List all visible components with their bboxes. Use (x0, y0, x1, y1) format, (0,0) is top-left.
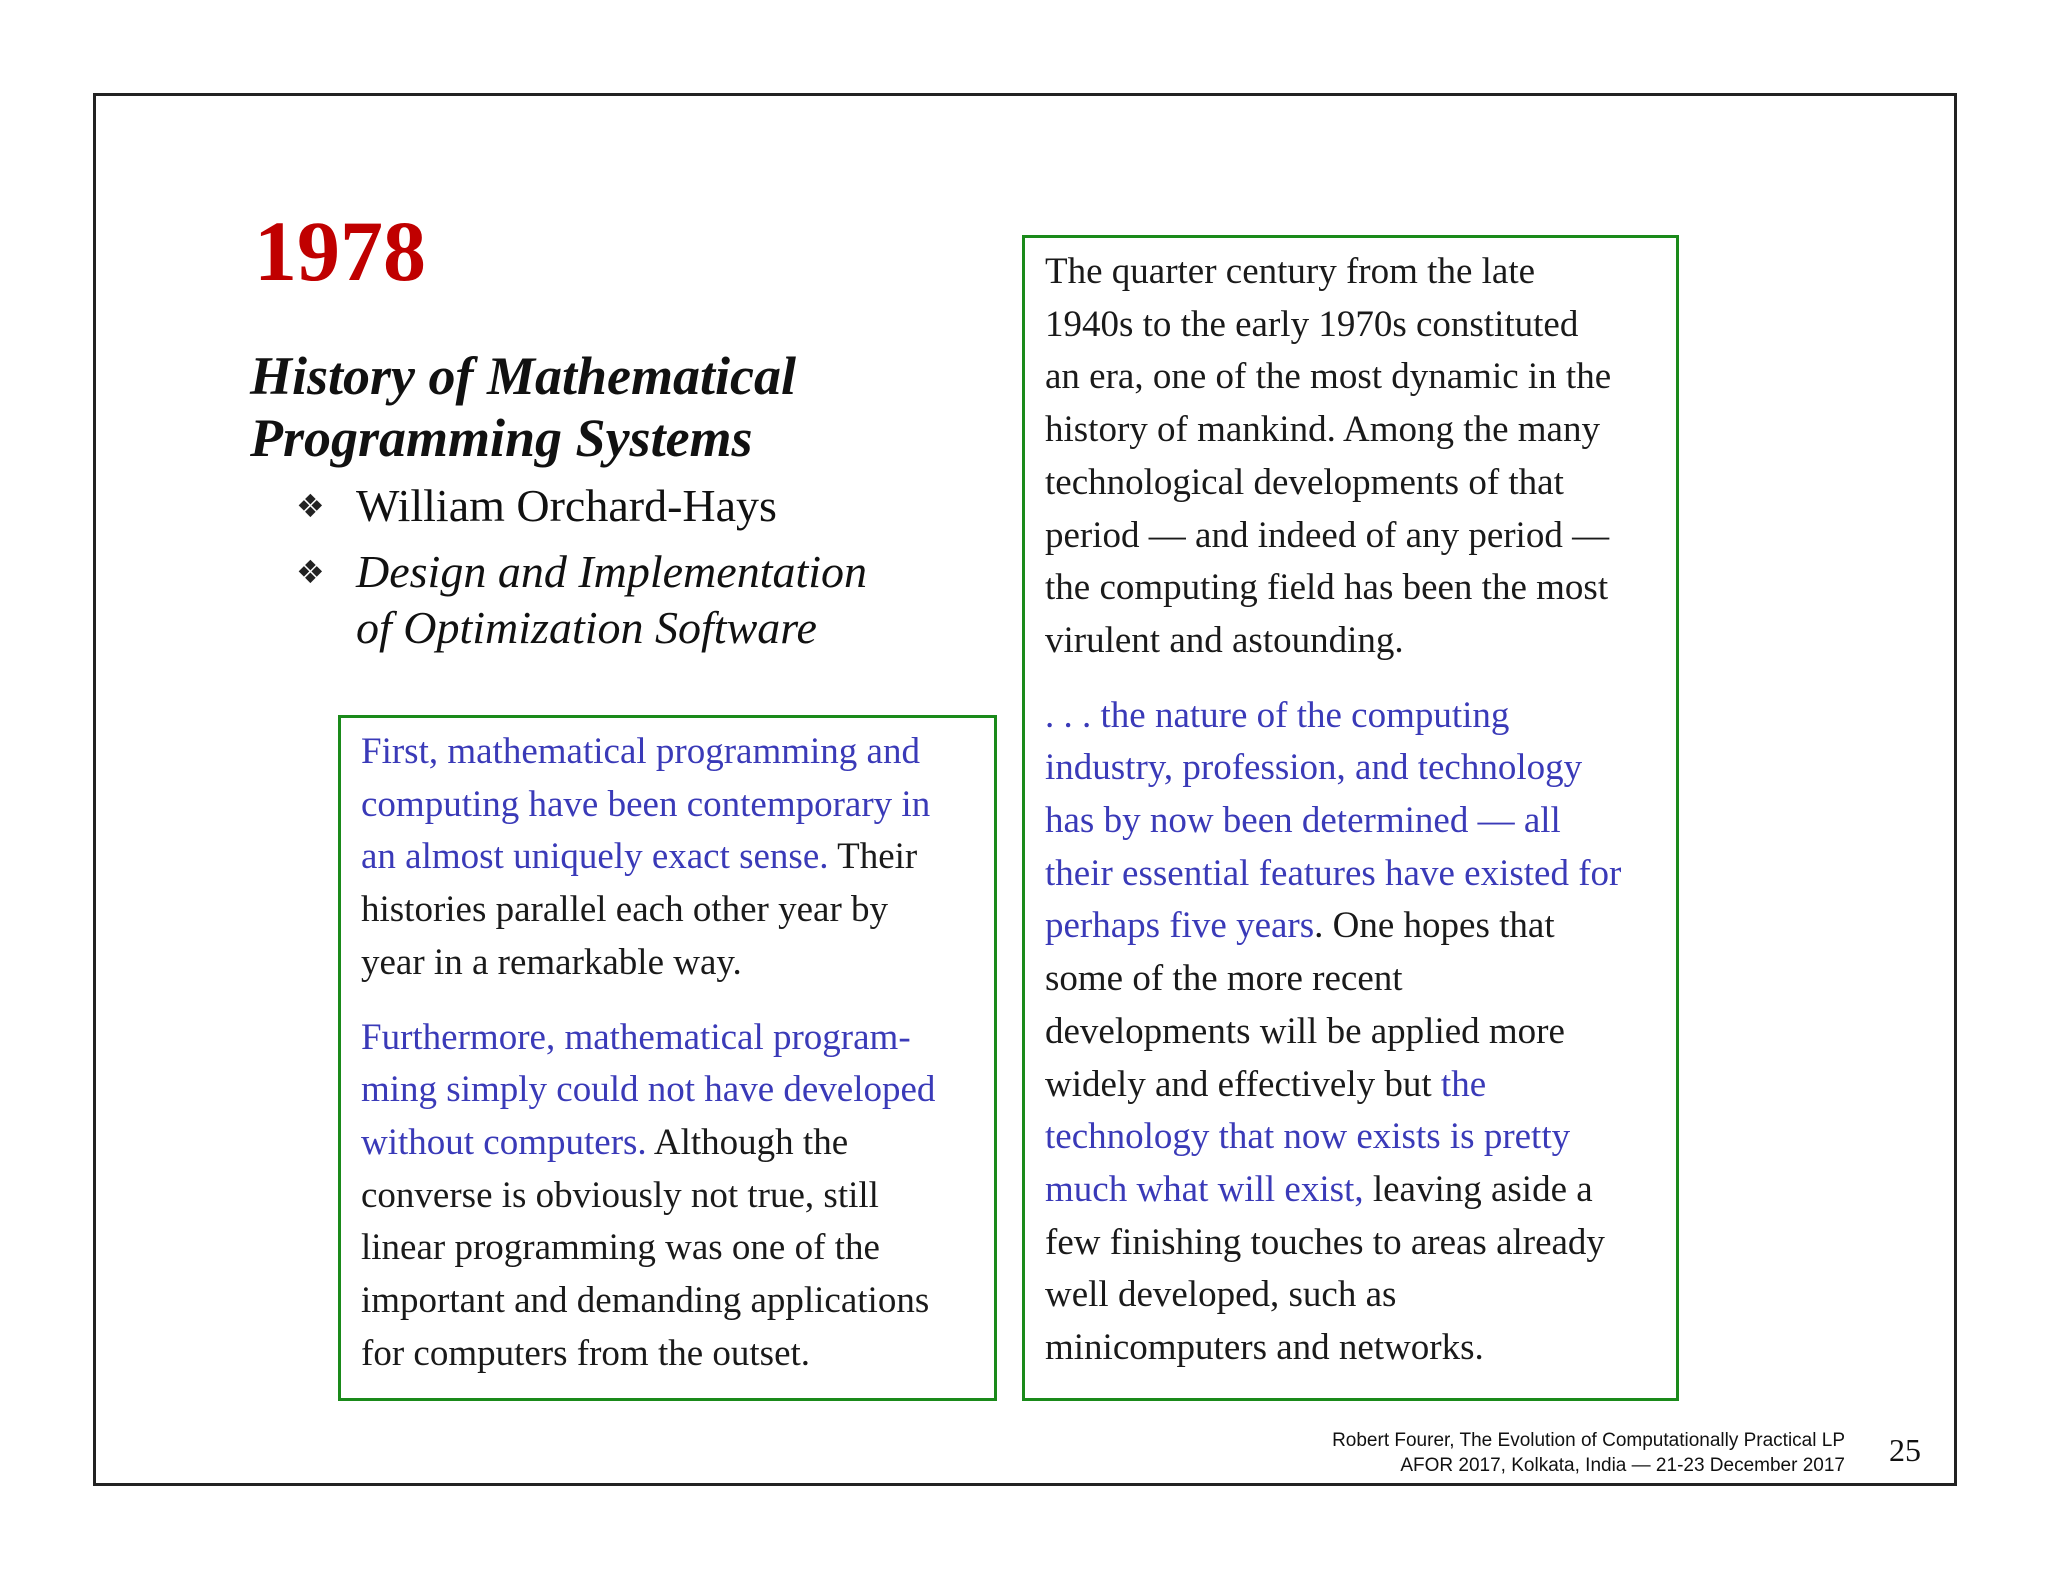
body-text: the computing field has been the most (1045, 567, 1609, 609)
footer-line: AFOR 2017, Kolkata, India — 21-23 December 2017 (1400, 1455, 1845, 1476)
body-text: important and demanding applications (361, 1280, 930, 1322)
quote-line (1045, 900, 1676, 953)
quote-line (1045, 690, 1676, 743)
highlighted-text: Furthermore, mathematical program- (361, 1016, 911, 1058)
slide-footer (1332, 1428, 1845, 1478)
body-text: period — and indeed of any period — (1045, 514, 1610, 556)
chapter-title-line: of Optimization Software (356, 602, 817, 653)
quote-line (1045, 848, 1676, 901)
highlighted-text: . . . the nature of the computing (1045, 694, 1510, 736)
highlighted-text: First, mathematical programming and (361, 731, 920, 772)
highlighted-text: perhaps five years (1045, 905, 1315, 947)
quote-line (1045, 1217, 1676, 1270)
quote-line (1045, 562, 1676, 615)
quote-paragraph (361, 726, 994, 990)
author-name: William Orchard-Hays (356, 480, 777, 531)
body-text: histories parallel each other year by (361, 889, 889, 931)
highlighted-text: the (1440, 1063, 1487, 1105)
book-title-line: History of Mathematical (250, 346, 796, 406)
body-text: developments will be applied more (1045, 1010, 1565, 1052)
quote-line (361, 1064, 994, 1117)
quote-line (361, 1275, 994, 1328)
quote-line (1045, 351, 1676, 404)
quote-line (1045, 1111, 1676, 1164)
body-text: for computers from the outset. (361, 1332, 811, 1374)
quote-line (361, 1170, 994, 1223)
highlighted-text: technology that now exists is pretty (1045, 1116, 1571, 1158)
slide-year-heading: 1978 (254, 203, 426, 299)
diamond-four-icon: ❖ (296, 487, 325, 525)
body-text: an era, one of the most dynamic in the (1045, 356, 1612, 398)
page-number: 25 (1889, 1432, 1921, 1468)
quote-box-left (338, 715, 997, 1401)
chapter-bullet (296, 544, 867, 656)
quote-paragraph (1045, 246, 1676, 668)
quote-line (1045, 1006, 1676, 1059)
body-text: linear programming was one of the (361, 1227, 880, 1269)
body-text: Their (828, 836, 918, 878)
book-title-line: Programming Systems (250, 408, 753, 468)
body-text: The quarter century from the late (1045, 251, 1536, 292)
quote-line (361, 937, 994, 990)
quote-line (361, 1328, 994, 1381)
body-text: widely and effectively but (1045, 1063, 1441, 1105)
highlighted-text: ming simply could not have developed (361, 1069, 936, 1111)
body-text: technological developments of that (1045, 461, 1564, 503)
highlighted-text: has by now been determined — all (1045, 800, 1561, 842)
body-text: few finishing touches to areas already (1045, 1221, 1605, 1263)
body-text: leaving aside a (1363, 1168, 1593, 1210)
quote-line (1045, 1269, 1676, 1322)
quote-line (361, 779, 994, 832)
highlighted-text: without computers. (361, 1121, 647, 1163)
highlighted-text: computing have been contemporary in (361, 783, 931, 825)
quote-line (361, 1117, 994, 1170)
quote-line (1045, 953, 1676, 1006)
body-text: well developed, such as (1045, 1274, 1397, 1316)
quote-line (1045, 795, 1676, 848)
quote-line (1045, 457, 1676, 510)
quote-line (1045, 1322, 1676, 1375)
highlighted-text: industry, profession, and technology (1045, 747, 1583, 789)
quote-line (1045, 1164, 1676, 1217)
quote-paragraph (1045, 690, 1676, 1375)
body-text: year in a remarkable way. (361, 941, 742, 983)
quote-line (1045, 246, 1676, 299)
quote-line (1045, 1059, 1676, 1112)
quote-line (361, 726, 994, 779)
highlighted-text: their essential features have existed for (1045, 852, 1622, 894)
highlighted-text: an almost uniquely exact sense. (361, 836, 829, 878)
quote-line (361, 1012, 994, 1065)
diamond-four-icon: ❖ (296, 553, 325, 591)
quote-line (1045, 299, 1676, 352)
body-text: virulent and astounding. (1045, 619, 1404, 661)
quote-line (1045, 404, 1676, 457)
quote-line (1045, 615, 1676, 668)
body-text: . One hopes that (1314, 905, 1555, 947)
quote-line (1045, 510, 1676, 563)
chapter-title-line: Design and Implementation (356, 546, 868, 597)
body-text: minicomputers and networks. (1045, 1327, 1484, 1369)
body-text: converse is obviously not true, still (361, 1174, 879, 1216)
body-text: Although the (646, 1121, 849, 1163)
quote-box-right (1022, 235, 1679, 1401)
highlighted-text: much what will exist, (1045, 1168, 1364, 1210)
quote-line (361, 1222, 994, 1275)
book-details-list (296, 478, 867, 656)
quote-line (1045, 742, 1676, 795)
body-text: some of the more recent (1045, 958, 1403, 1000)
book-title (250, 345, 796, 469)
quote-line (361, 831, 994, 884)
quote-paragraph (361, 1012, 994, 1381)
body-text: history of mankind. Among the many (1045, 409, 1600, 451)
quote-line (361, 884, 994, 937)
footer-line: Robert Fourer, The Evolution of Computationally Practical LP (1332, 1430, 1845, 1451)
author-bullet (296, 478, 867, 534)
body-text: 1940s to the early 1970s constituted (1045, 303, 1579, 345)
